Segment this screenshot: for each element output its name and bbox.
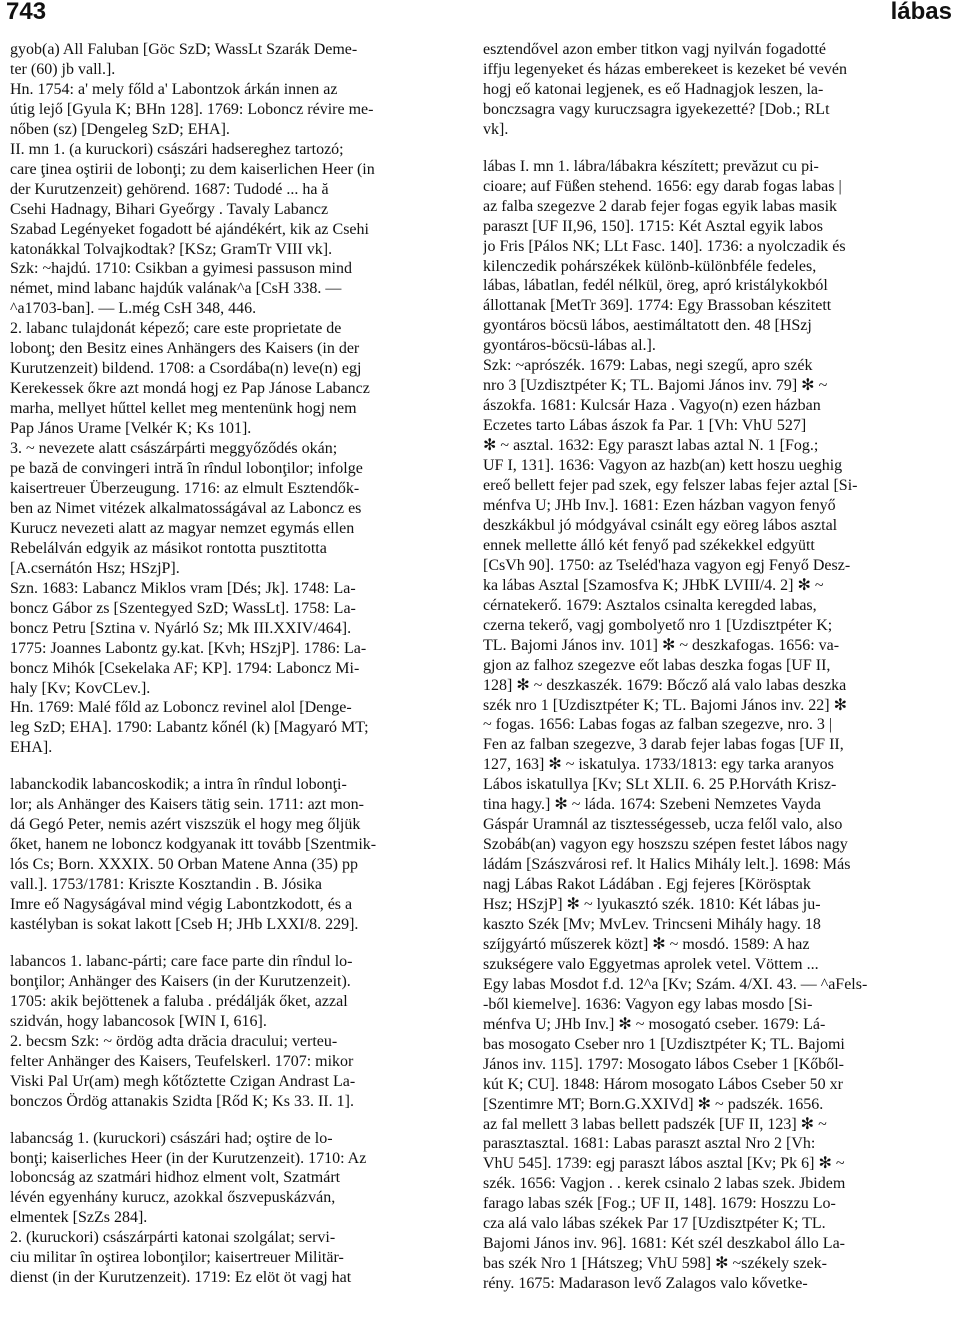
text-line: lábas I. mn 1. lábra/lábakra készített; prevăzut cu pi- xyxy=(483,157,819,175)
text-line: ménfva U; JHb Inv.]. 1681: Ezen házban vagyon fenyő xyxy=(483,496,836,514)
text-line: elmentek [SzZs 284]. xyxy=(10,1209,148,1227)
text-line: UF I, 131]. 1636: Vagyon az hazb(an) kett hoszu ueghig xyxy=(483,457,843,475)
text-line: szék. 1656: Vagjon . . kerek csinalo 2 labas szek. Jbidem xyxy=(483,1175,846,1193)
text-line: czerna tekerő, vagj gombolyető nro 1 [Uzdisztpéter K; xyxy=(483,616,833,634)
text-line: kaisertreuer Überzeugung. 1716: az elmult Esztendők- xyxy=(10,479,360,497)
text-line: II. mn 1. (a kuruckori) császári hadsereghez tartozó; xyxy=(10,140,344,158)
entry-paragraph xyxy=(10,439,472,579)
text-line: Eczetes tarto Lábas ászok fa Par. 1 [Vh: VhU 527] xyxy=(483,417,807,435)
text-line: lábas, lábatlan, fedél nélkül, öreg, apró kristálykokból xyxy=(483,277,828,295)
text-line: 1705: akik bejöttenek a faluba . prédálják őket, azzal xyxy=(10,992,348,1010)
text-line: boncz Petru [Sztina v. Nyárló Sz; Mk III.XXIV/464]. xyxy=(10,619,352,637)
text-line: ennek mellette álló két fenyő pad székekkel edgyütt xyxy=(483,536,815,554)
text-line: pe bază de convingeri intră în rîndul lobonţilor; infolge xyxy=(10,460,363,478)
text-line: ménfva U; JHb Inv.] ✻ ~ mosogató cseber. 1679: Lá- xyxy=(483,1015,826,1033)
entry-paragraph xyxy=(10,775,472,935)
text-line: care ţinea oştirii de lobonţi; zu dem kaiserlichen Heer (in xyxy=(10,160,375,178)
entry-paragraph xyxy=(10,1228,472,1288)
text-line: Gáspár Uramnál az tisztességesseb, ucza felől valo, also xyxy=(483,816,843,834)
text-line: lévén egyenhány kurucz, azokkal őszvepuskázván, xyxy=(10,1189,336,1207)
text-line: Viski Pal Ur(am) megh kőtőztette Czigan Andrast La- xyxy=(10,1072,356,1090)
text-line: lós Cs; Born. XXXIX. 50 Orban Matene Anna (35) pp xyxy=(10,856,358,874)
text-line: Rebelálván edgyik az másikot rontotta pusztitotta xyxy=(10,539,327,557)
text-line: VhU 545]. 1739: egj paraszt lábos asztal [Kv; Pk 6] ✻ ~ xyxy=(483,1155,845,1173)
text-line: az falba szegezve 2 darab fejer fogas egyik labas masik xyxy=(483,197,838,215)
text-line: német, mind labanc hajdúk valának^a [CsH 338. — xyxy=(10,280,342,298)
text-line: Szn. 1683: Labancz Miklos vram [Dés; Jk]. 1748: La- xyxy=(10,579,356,597)
text-line: -ből kiemelve]. 1636: Vagyon egy labas mosdo [Si- xyxy=(483,995,813,1013)
text-line: gyontáros-böcsü-lábas al.]. xyxy=(483,337,656,355)
text-line: cza alá valo lábas székek Par 17 [Uzdisztpéter K; TL. xyxy=(483,1215,826,1233)
text-line: EHA]. xyxy=(10,739,53,757)
text-line: bas szék Nro 1 [Hátszeg; VhU 598] ✻ ~székely szek- xyxy=(483,1255,827,1273)
text-line: bas mosogato Cseber nro 1 [Uzdisztpéter K; TL. Bajomi xyxy=(483,1035,845,1053)
text-line: Kerekessek őkre azt mondá hogj ez Pap Jánose Labancz xyxy=(10,380,370,398)
text-line: [Szentimre MT; Born.G.XXIVd] ✻ ~ padszék. 1656. xyxy=(483,1095,824,1113)
text-line: loboncság az szatmári hidhoz elment volt, Szatmárt xyxy=(10,1169,341,1187)
text-line: TL. Bajomi János inv. 101] ✻ ~ deszkafogas. 1656: va- xyxy=(483,636,840,654)
text-line: szíjgyártó műszerek közt] ✻ ~ mosdó. 1589: A haz xyxy=(483,935,810,953)
page-number: 743 xyxy=(6,0,47,25)
text-line: der Kurutzenzeit) gehörend. 1687: Tudodé ... ha ă xyxy=(10,180,329,198)
text-line: Hsz; HSzjP] ✻ ~ lyukasztó szék. 1810: Két lábas ju- xyxy=(483,896,821,914)
text-line: bonţi; kaiserliches Heer (in der Kurutzenzeit). 1710: Az xyxy=(10,1149,367,1167)
text-line: ászokfa. 1681: Kulcsár Haza . Vagyo(n) ezen házban xyxy=(483,397,821,415)
entry-paragraph xyxy=(483,157,945,357)
text-line: nőben (sz) [Dengeleg SzD; EHA]. xyxy=(10,120,230,138)
entry-paragraph xyxy=(10,319,472,439)
text-line: ter (60) jb vall.]. xyxy=(10,60,116,78)
text-line: [CsVh 90]. 1750: az Tseléd'haza vagyon egj Fenyő Desz- xyxy=(483,556,851,574)
text-line: hogj eő katonai legjenek, es eő Hadnagjok leszen, la- xyxy=(483,80,824,98)
text-line: ereő bellett fejer pad szek, egy felszer labas fejer aztal [Si- xyxy=(483,477,858,495)
text-line: katonákkal Tolvajkodtak? [KSz; GramTr VIII vk]. xyxy=(10,240,333,258)
text-line: lor; als Anhänger des Kaisers tätig sein. 1711: azt mon- xyxy=(10,796,364,814)
text-line: nagj Lábas Rakot Ládában . Egj fejeres [Körösptak xyxy=(483,876,811,894)
text-line: deszkákbul jó módgyával csinált egy eöreg lábos asztal xyxy=(483,516,838,534)
entry-paragraph xyxy=(10,698,472,758)
text-line: ka lábas Asztal [Szamosfva K; JHbK LVIII/4. 2] ✻ ~ xyxy=(483,576,824,594)
text-line: haly [Kv; KovCLev.]. xyxy=(10,679,151,697)
text-line: cérnatekerő. 1679: Asztalos csinalta keregded labas, xyxy=(483,596,817,614)
text-line: jo Fris [Pálos NK; LLt Fasc. 140]. 1736: a nyolczadik és xyxy=(483,237,846,255)
text-line: Szk: ~hajdú. 1710: Csikban a gyimesi passuson mind xyxy=(10,260,352,278)
text-line: dá Gegó Peter, nemis azért viszszük el hogy meg őljük xyxy=(10,816,361,834)
text-line: farago labas szék [Fog.; UF II, 148]. 1679: Hoszzu Lo- xyxy=(483,1195,836,1213)
entry-paragraph xyxy=(10,1129,472,1229)
text-line: esztendővel azon ember titkon vagj nyilván fogadotté xyxy=(483,41,826,58)
text-line: kilenczedik pohárszékek különb-különbféle fedeles, xyxy=(483,257,817,275)
text-line: gyob(a) All Faluban [Göc SzD; WassLt Szarák Deme- xyxy=(10,41,358,58)
running-headword: lábas xyxy=(890,0,952,25)
text-line: Csehi Hadnagy, Bihari Gyeőrgy . Tavaly Labancz xyxy=(10,200,329,218)
text-line: ✻ ~ asztal. 1632: Egy paraszt labas aztal N. 1 [Fog.; xyxy=(483,437,819,455)
text-line: ~ fogas. 1656: Labas fogas az falban szegezve, nro. 3 | xyxy=(483,716,833,734)
text-line: Lábos iskatullya [Kv; SLt XLII. 6. 25 P.Horváth Krisz- xyxy=(483,776,837,794)
text-line: az fal mellett 3 labas bellett padszék [UF II, 123] ✻ ~ xyxy=(483,1115,827,1133)
text-line: 2. (kuruckori) császárpárti katonai szolgálat; servi- xyxy=(10,1229,336,1247)
text-line: boncz Gábor zs [Szentegyed SzD; WassLt]. 1758: La- xyxy=(10,599,356,617)
entry-paragraph xyxy=(10,1032,472,1112)
left-column xyxy=(10,40,472,1336)
text-line: ben az Nimet vitézek alkalmatosságával az Laboncz es xyxy=(10,499,362,517)
text-line: 127, 163] ✻ ~ iskatulya. 1733/1813: egy tarka aranyos xyxy=(483,756,834,774)
text-line: Szabad Legényeket fogadott bé ajándékért, kik az Csehi xyxy=(10,220,369,238)
text-line: Bajomi János inv. 96]. 1681: Két szél deszkabol állo La- xyxy=(483,1235,845,1253)
text-line: parasztasztal. 1681: Labas paraszt asztal Nro 2 [Vh: xyxy=(483,1135,816,1153)
entry-paragraph xyxy=(10,40,472,140)
entry-paragraph xyxy=(10,579,472,699)
text-line: vk]. xyxy=(483,120,509,138)
page-header xyxy=(0,0,960,34)
text-line: szék nro 1 [Uzdisztpéter K; TL. Bajomi János inv. 22] ✻ xyxy=(483,696,847,714)
text-line: bonczsagra vagy kuruczsagra igyekezetté? [Dob.; RLt xyxy=(483,100,830,118)
text-line: labancos 1. labanc-párti; care face parte din rîndul lo- xyxy=(10,952,353,970)
text-line: Kurutzenzeit) bildend. 1708: a Csordába(n) leve(n) egj xyxy=(10,360,362,378)
text-line: Egy labas Mosdot f.d. 12^a [Kv; Szám. 4/XI. 43. — ^aFels- xyxy=(483,975,868,993)
text-line: cioare; auf Füßen stehend. 1656: egy darab fogas labas | xyxy=(483,177,842,195)
text-line: labanckodik labancoskodik; a intra în rîndul lobonţi- xyxy=(10,776,347,794)
text-line: Fen az falban szegezve, 3 darab fejer labas fogas [UF II, xyxy=(483,736,844,754)
text-line: Szobáb(an) vagyon egy hoszszu szépen festet lábos nagy xyxy=(483,836,848,854)
text-line: 128] ✻ ~ deszkaszék. 1679: Bőcző alá valo labas deszka xyxy=(483,676,847,694)
text-line: 1775: Joannes Labontz gy.kat. [Kvh; HSzjP]. 1786: La- xyxy=(10,639,367,657)
entry-paragraph xyxy=(10,952,472,1032)
text-line: 2. labanc tulajdonát képező; care este proprietate de xyxy=(10,320,342,338)
text-line: dienst (in der Kurutzenzeit). 1719: Ez elöt öt vagj hat xyxy=(10,1269,352,1287)
text-line: állottanak [MetTr 369]. 1774: Egy Brassoban készitett xyxy=(483,297,832,315)
text-line: Hn. 1769: Malé főld az Loboncz revinel alol [Denge- xyxy=(10,699,352,717)
text-line: szidván, hogy labancosok [WIN I, 616]. xyxy=(10,1012,267,1030)
text-line: 2. becsm Szk: ~ ördög adta drăcia dracului; verteu- xyxy=(10,1032,338,1050)
text-line: boncz Mihók [Csekelaka AF; KP]. 1794: Laboncz Mi- xyxy=(10,659,360,677)
text-line: bonţilor; Anhänger des Kaisers (in der Kurutzenzeit). xyxy=(10,972,351,990)
text-line: ciu militar în oştirea lobonţilor; kaisertreuer Militär- xyxy=(10,1249,344,1267)
text-line: nro 3 [Uzdisztpéter K; TL. Bajomi János inv. 79] ✻ ~ xyxy=(483,377,828,395)
text-line: bonczos Ördög attanakis Szidta [Rőd K; Ks 33. II. 1]. xyxy=(10,1092,354,1110)
text-line: őket, hanem ne loboncz kodgyanak itt tovább [Szentmik- xyxy=(10,836,377,854)
text-line: labancság 1. (kuruckori) császári had; oştire de lo- xyxy=(10,1129,333,1147)
text-line: 3. ~ nevezete alatt császárpárti meggyőződés okán; xyxy=(10,440,338,458)
text-line: rény. 1675: Madarason levő Zalagos valo kővetke- xyxy=(483,1275,808,1293)
right-column xyxy=(483,40,945,1336)
text-line: kút K; CU]. 1848: Három mosogato Lábos Cseber 50 xr xyxy=(483,1075,843,1093)
text-line: felter Anhänger des Kaisers, Teufelskerl. 1707: mikor xyxy=(10,1052,354,1070)
text-line: gjon az falhoz szegezve eőt labas deszka fogas [UF II, xyxy=(483,656,831,674)
text-line: marha, mellyet hűttel kellet meg mentenünk hogj nem xyxy=(10,400,357,418)
text-line: Pap János Urame [Velkér K; Ks 101]. xyxy=(10,420,252,438)
text-line: [A.csernátón Hsz; HSzjP]. xyxy=(10,559,180,577)
text-line: Hn. 1754: a' mely főld a' Labontzok árkán innen az xyxy=(10,80,338,98)
entry-paragraph xyxy=(483,40,945,140)
text-line: kastélyban is sokat lakott [Cseb H; JHb LXXI/8. 229]. xyxy=(10,915,359,933)
text-line: kaszto Szék [Mv; MvLev. Trincseni Mihály hagy. 18 xyxy=(483,915,821,933)
text-line: János inv. 115]. 1797: Mosogato lábos Cseber 1 [Kőből- xyxy=(483,1055,844,1073)
entry-paragraph xyxy=(483,356,945,1294)
text-line: Kurucz nevezeti alatt az magyar nemzet egymás ellen xyxy=(10,519,355,537)
text-line: paraszt [UF II,96, 150]. 1715: Két Asztal egyik labos xyxy=(483,217,823,235)
text-line: lobonţ; den Besitz eines Anhängers des Kaisers (in der xyxy=(10,340,360,358)
text-line: Imre eő Nagyságával mind végig Labontzkodott, és a xyxy=(10,896,353,914)
text-line: leg SzD; EHA]. 1790: Labantz kőnél (k) [Magyaró MT; xyxy=(10,719,369,737)
text-line: ládám [Szászvárosi ref. lt Halics Mihály lelt.]. 1698: Más xyxy=(483,856,851,874)
text-line: szukségere valo Eggyetmas aprolek vetel. Vöttem ... xyxy=(483,955,819,973)
text-line: ^a1703-ban]. — L.még CsH 348, 446. xyxy=(10,300,257,318)
text-line: gyontáros böcsü lábos, aestimáltatott den. 48 [HSzj xyxy=(483,317,812,335)
text-line: vall.]. 1753/1781: Kriszte Kosztandin . B. Jósika xyxy=(10,876,322,894)
text-line: tina hagy.] ✻ ~ láda. 1674: Szebeni Nemzetes Vayda xyxy=(483,796,821,814)
text-line: útig lejő [Gyula K; BHn 128]. 1769: Lobonсz révire me- xyxy=(10,100,374,118)
text-line: Szk: ~aprószék. 1679: Labas, negi szegű, apro szék xyxy=(483,357,813,375)
text-line: iffju legenyeket és házas emberekeet is kezeket bé vevén xyxy=(483,60,847,78)
entry-paragraph xyxy=(10,140,472,320)
